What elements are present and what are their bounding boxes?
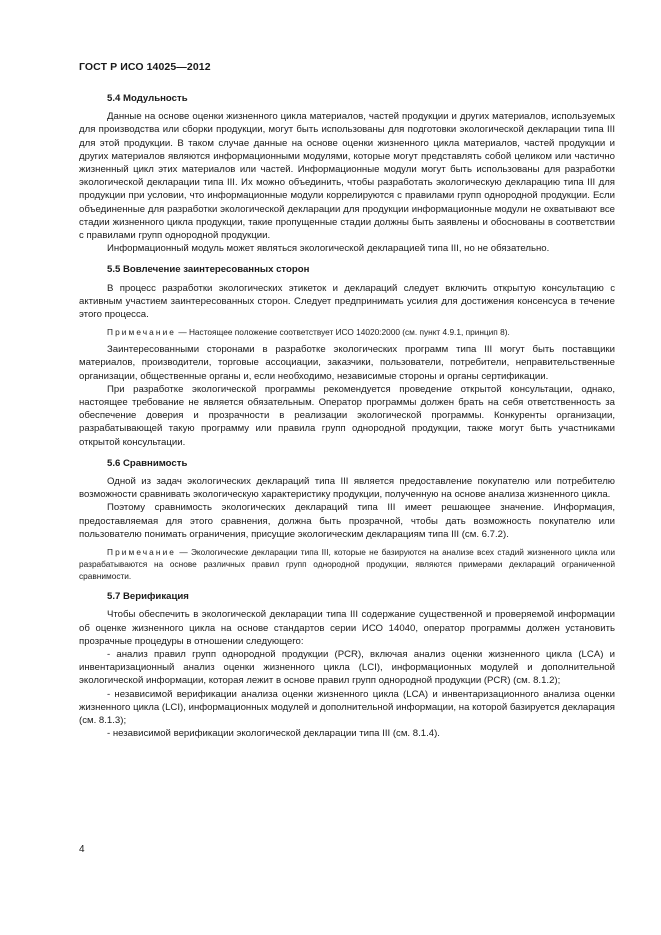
note-label: Примечание <box>107 327 177 338</box>
paragraph: Одной из задач экологических деклараций типа III является предоставление покупателю или потребителю возможности сравнивать экологическую характеристику продукции, полученную на основе анализа жизненного цикла. <box>79 476 615 501</box>
section-heading-5-7: 5.7 Верификация <box>107 591 189 603</box>
paragraph: При разработке экологической программы рекомендуется проведение открытой консультации, однако, настоящее требование не является обязательным. Оператор программы должен брать на себя ответственность за обеспечение доверия и прозрачности в реализации экологической программы. Конкуренты организации, разрабатывающей такую программу или правила групп однородной продукции, также могут быть участниками открытой консультации. <box>79 383 615 448</box>
page-number: 4 <box>79 844 85 855</box>
paragraph: Поэтому сравнимость экологических деклараций типа III имеет решающее значение. Информация, предоставляемая для этого сравнения, должна быть прозрачной, чтобы дать возможность покупателю или пользователю понимать ограничения, присущие экологическим декларациям типа III (см. 6.7.2). <box>79 502 615 540</box>
section-heading-5-4: 5.4 Модульность <box>107 93 188 104</box>
paragraph: Заинтересованными сторонами в разработке экологических программ типа III могут быть поставщики материалов, производители, торговые ассоциации, заказчики, пользователи, потребители, неправительственные организации, общественные органы и, если необходимо, независимые стороны и органы сертификации. <box>79 344 615 382</box>
note-label: Примечание <box>107 547 177 558</box>
document-body <box>79 92 615 740</box>
paragraph: Чтобы обеспечить в экологической декларации типа III содержание существенной и проверяемой информации об оценке жизненного цикла на основе стандартов серии ИСО 14040, оператор программы должен установить прозрачные процедуры в отношении следующего: <box>79 609 615 647</box>
section-heading-5-6: 5.6 Сравнимость <box>107 457 188 469</box>
section-heading-5-5: 5.5 Вовлечение заинтересованных сторон <box>107 264 310 276</box>
list-item: - анализ правил групп однородной продукции (PCR), включая анализ оценки жизненного цикла (LCA) и инвентаризационный анализ оценки жизненного цикла (LCI), информационных модулей и дополнительной экологической информации, которая лежит в основе правил групп однородной продукции (PCR) (см. 8.1.2); <box>79 648 615 687</box>
list-item: - независимой верификации анализа оценки жизненного цикла (LCA) и инвентаризационного анализа оценки жизненного цикла (LCI), информационных модулей и дополнительной информации, на которой базируется декларация (см. 8.1.3); <box>79 688 615 726</box>
note <box>79 546 615 582</box>
paragraph: Информационный модуль может являться экологической декларацией типа III, но не обязательно. <box>107 243 550 255</box>
paragraph: В процесс разработки экологических этикеток и деклараций следует включить открытую консультацию с активным участием заинтересованных сторон. Следует предпринимать усилия для достижения консенсуса в течение этого процесса. <box>79 282 615 321</box>
note <box>79 326 615 338</box>
note-text: — Экологические декларации типа III, которые не базируются на анализе всех стадий жизненного цикла или разрабатываются на основе различных правил групп однородной продукции, являются примерами деклараций ограниченной сравнимости. <box>79 547 615 582</box>
note-text: — Настоящее положение соответствует ИСО 14020:2000 (см. пункт 4.9.1, принцип 8). <box>176 327 510 338</box>
paragraph: Данные на основе оценки жизненного цикла материалов, частей продукции и других материалов, используемых для производства или сборки продукции, могут быть использованы для подготовки экологической декларации типа III для этой продукции. В таком случае данные на основе оценки жизненного цикла материалов, частей продукции и других материалов являются информационными модулями, которые могут представлять собой целиком или частично жизненный цикл этих материалов или частей. Информационные модули могут быть использованы для разработки экологической декларации типа III. Их можно объединить, чтобы разработать экологическую декларацию типа III для продукции при условии, что информационные модули коррелируются с правилами групп однородной продукции. Если объединенные для разработки экологической декларации для продукции информационные модули не охватывают все стадии жизненного цикла продукции, такие пропущенные стадии должны быть заявлены и обоснованы в соответствии с правилами групп однородной продукции. <box>79 111 615 242</box>
list-item: - независимой верификации экологической декларации типа III (см. 8.1.4). <box>107 728 440 740</box>
document-header: ГОСТ Р ИСО 14025—2012 <box>79 61 211 73</box>
